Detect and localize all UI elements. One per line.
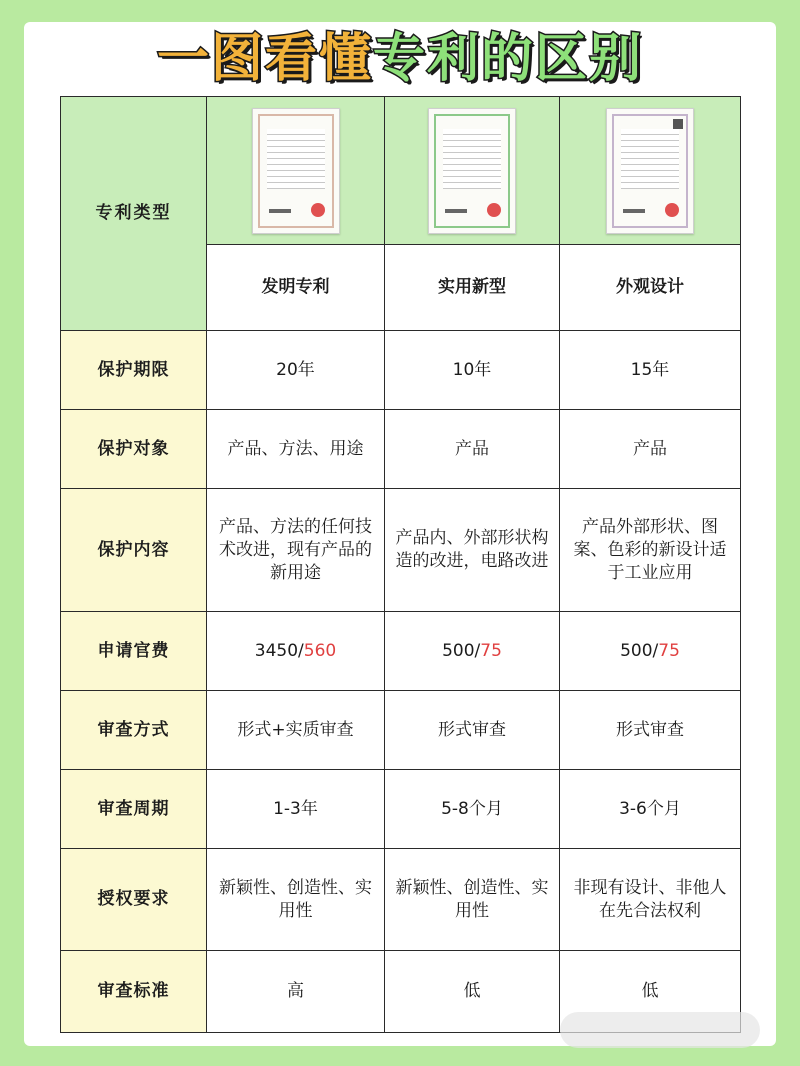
table-cell: 5-8个月 xyxy=(385,770,560,849)
table-cell: 10年 xyxy=(385,331,560,410)
type-name-invention: 发明专利 xyxy=(207,245,385,331)
table-row xyxy=(61,770,741,849)
table-cell: 20年 xyxy=(207,331,385,410)
utility-certificate-cell xyxy=(385,97,560,245)
table-row xyxy=(61,849,741,951)
table-cell: 新颖性、创造性、实用性 xyxy=(385,849,560,951)
fee-value: 500/ xyxy=(442,640,481,661)
table-cell: 形式+实质审查 xyxy=(207,691,385,770)
table-cell: 产品、方法、用途 xyxy=(207,410,385,489)
row-label: 审查周期 xyxy=(61,770,207,849)
table-cell: 3-6个月 xyxy=(560,770,741,849)
fee-reduced-value: 75 xyxy=(480,640,502,661)
table-cell: 高 xyxy=(207,951,385,1033)
table-cell: 产品外部形状、图案、色彩的新设计适于工业应用 xyxy=(560,489,741,612)
utility-model-certificate-image xyxy=(428,108,516,234)
table-cell: 15年 xyxy=(560,331,741,410)
table-cell: 低 xyxy=(560,951,741,1033)
invention-certificate-cell xyxy=(207,97,385,245)
table-cell: 1-3年 xyxy=(207,770,385,849)
table-cell: 低 xyxy=(385,951,560,1033)
row-label: 授权要求 xyxy=(61,849,207,951)
table-cell: 形式审查 xyxy=(560,691,741,770)
certificate-row xyxy=(61,97,741,245)
row-label: 审查标准 xyxy=(61,951,207,1033)
patent-comparison-table xyxy=(60,96,741,1033)
row-label: 审查方式 xyxy=(61,691,207,770)
fee-reduced-value: 75 xyxy=(658,640,680,661)
fee-cell xyxy=(560,612,741,691)
table-cell: 非现有设计、非他人在先合法权利 xyxy=(560,849,741,951)
table-row xyxy=(61,489,741,612)
table-row xyxy=(61,331,741,410)
fee-cell xyxy=(207,612,385,691)
row-label: 保护期限 xyxy=(61,331,207,410)
watermark-smudge xyxy=(560,1012,760,1048)
row-label: 申请官费 xyxy=(61,612,207,691)
page-title xyxy=(0,28,800,90)
fee-value: 3450/ xyxy=(254,640,304,661)
type-name-utility: 实用新型 xyxy=(385,245,560,331)
design-certificate-image xyxy=(606,108,694,234)
fee-cell xyxy=(385,612,560,691)
fee-reduced-value: 560 xyxy=(303,640,337,661)
title-part-2: 看懂 xyxy=(264,29,373,89)
patent-type-label: 专利类型 xyxy=(61,97,207,331)
title-part-1: 一图 xyxy=(156,29,265,89)
table-row xyxy=(61,612,741,691)
table-cell: 产品、方法的任何技术改进，现有产品的新用途 xyxy=(207,489,385,612)
row-label: 保护内容 xyxy=(61,489,207,612)
table-cell: 形式审查 xyxy=(385,691,560,770)
table-row xyxy=(61,691,741,770)
table-row xyxy=(61,410,741,489)
title-part-3: 专利的区别 xyxy=(373,29,644,89)
fee-value: 500/ xyxy=(620,640,659,661)
table-cell: 产品 xyxy=(560,410,741,489)
design-certificate-cell xyxy=(560,97,741,245)
invention-certificate-image xyxy=(252,108,340,234)
row-label: 保护对象 xyxy=(61,410,207,489)
type-name-design: 外观设计 xyxy=(560,245,741,331)
table-cell: 产品内、外部形状构造的改进，电路改进 xyxy=(385,489,560,612)
table-cell: 产品 xyxy=(385,410,560,489)
table-cell: 新颖性、创造性、实用性 xyxy=(207,849,385,951)
